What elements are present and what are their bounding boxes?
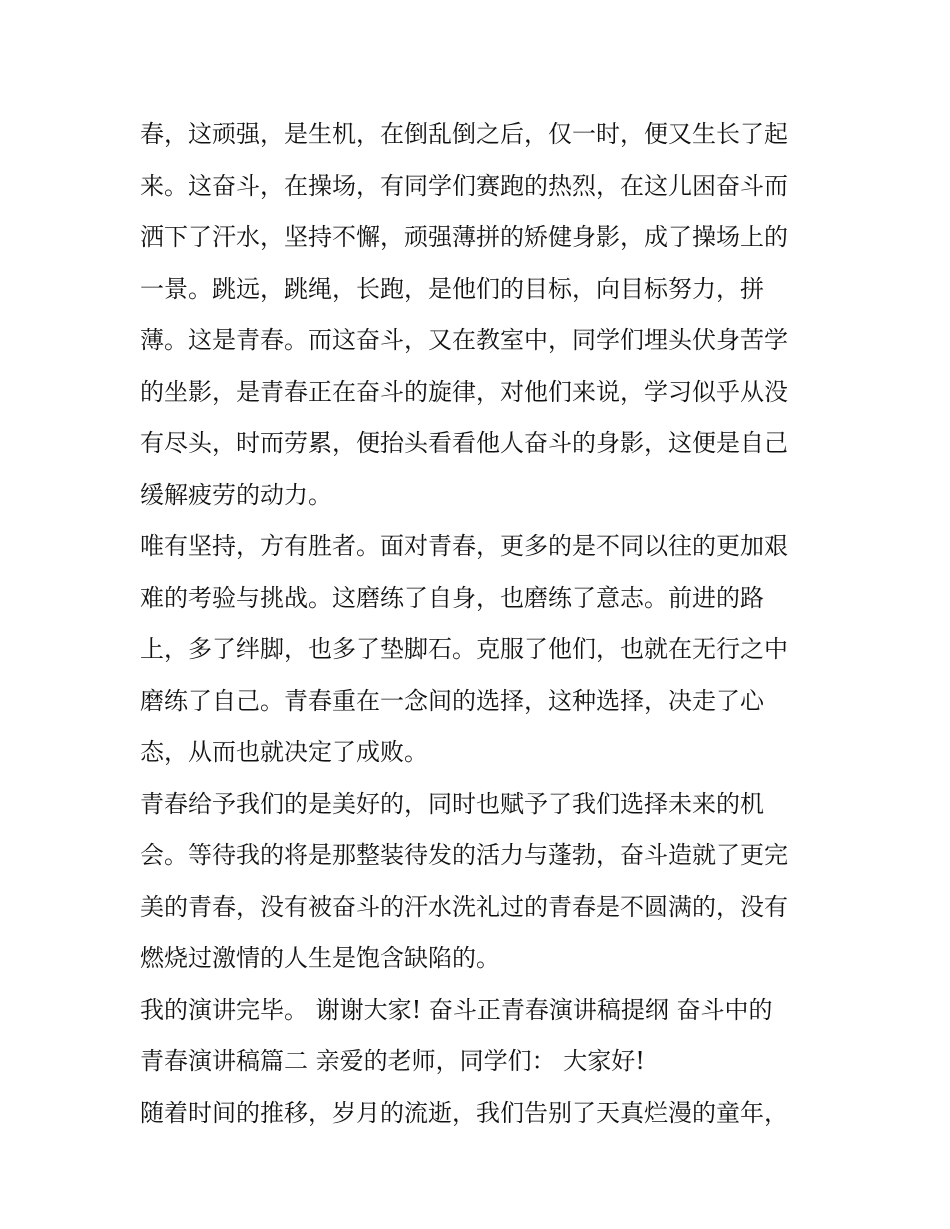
paragraph-1: 春，这顽强，是生机，在倒乱倒之后，仅一时，便又生长了起 来。这奋斗，在操场，有同学们赛跑的热烈，在这儿困奋斗而 洒下了汗水，坚持不懈，顽强薄拼的矫健身影，成了操场上的 一景。跳远，跳绳，长跑，是他们的目标，向目标努力，拼 薄。这是青春。而这奋斗，又在教室中，同学们埋头伏身苦学 的坐影，是青春正在奋斗的旋律，对他们来说，学习似乎从没 有尽头，时而劳累，便抬头看看他人奋斗的身影，这便是自己 缓解疲劳的动力。 xyxy=(140,120,788,509)
paragraph-2: 唯有坚持，方有胜者。面对青春，更多的是不同以往的更加艰 难的考验与挑战。这磨练了自身，也磨练了意志。前进的路 上，多了绊脚，也多了垫脚石。克服了他们，也就在无行之中 磨练了自己。青春重在一念间的选择，这种选择，决走了心 态，从而也就决定了成败。 xyxy=(140,532,788,766)
paragraph-4: 我的演讲完毕。 谢谢大家! 奋斗正青春演讲稿提纲 奋斗中的 青春演讲稿篇二 亲爱的老师，同学们： 大家好! xyxy=(140,995,773,1075)
paragraph-5: 随着时间的推移，岁月的流逝，我们告别了天真烂漫的童年， xyxy=(140,1098,788,1127)
document-body xyxy=(140,109,830,1139)
paragraph-3: 青春给予我们的是美好的，同时也赋予了我们选择未来的机 会。等待我的将是那整装待发的活力与蓬勃，奋斗造就了更完 美的青春，没有被奋斗的汗水洗礼过的青春是不圆满的，没有 燃烧过激情的人生是饱含缺陷的。 xyxy=(140,789,788,972)
